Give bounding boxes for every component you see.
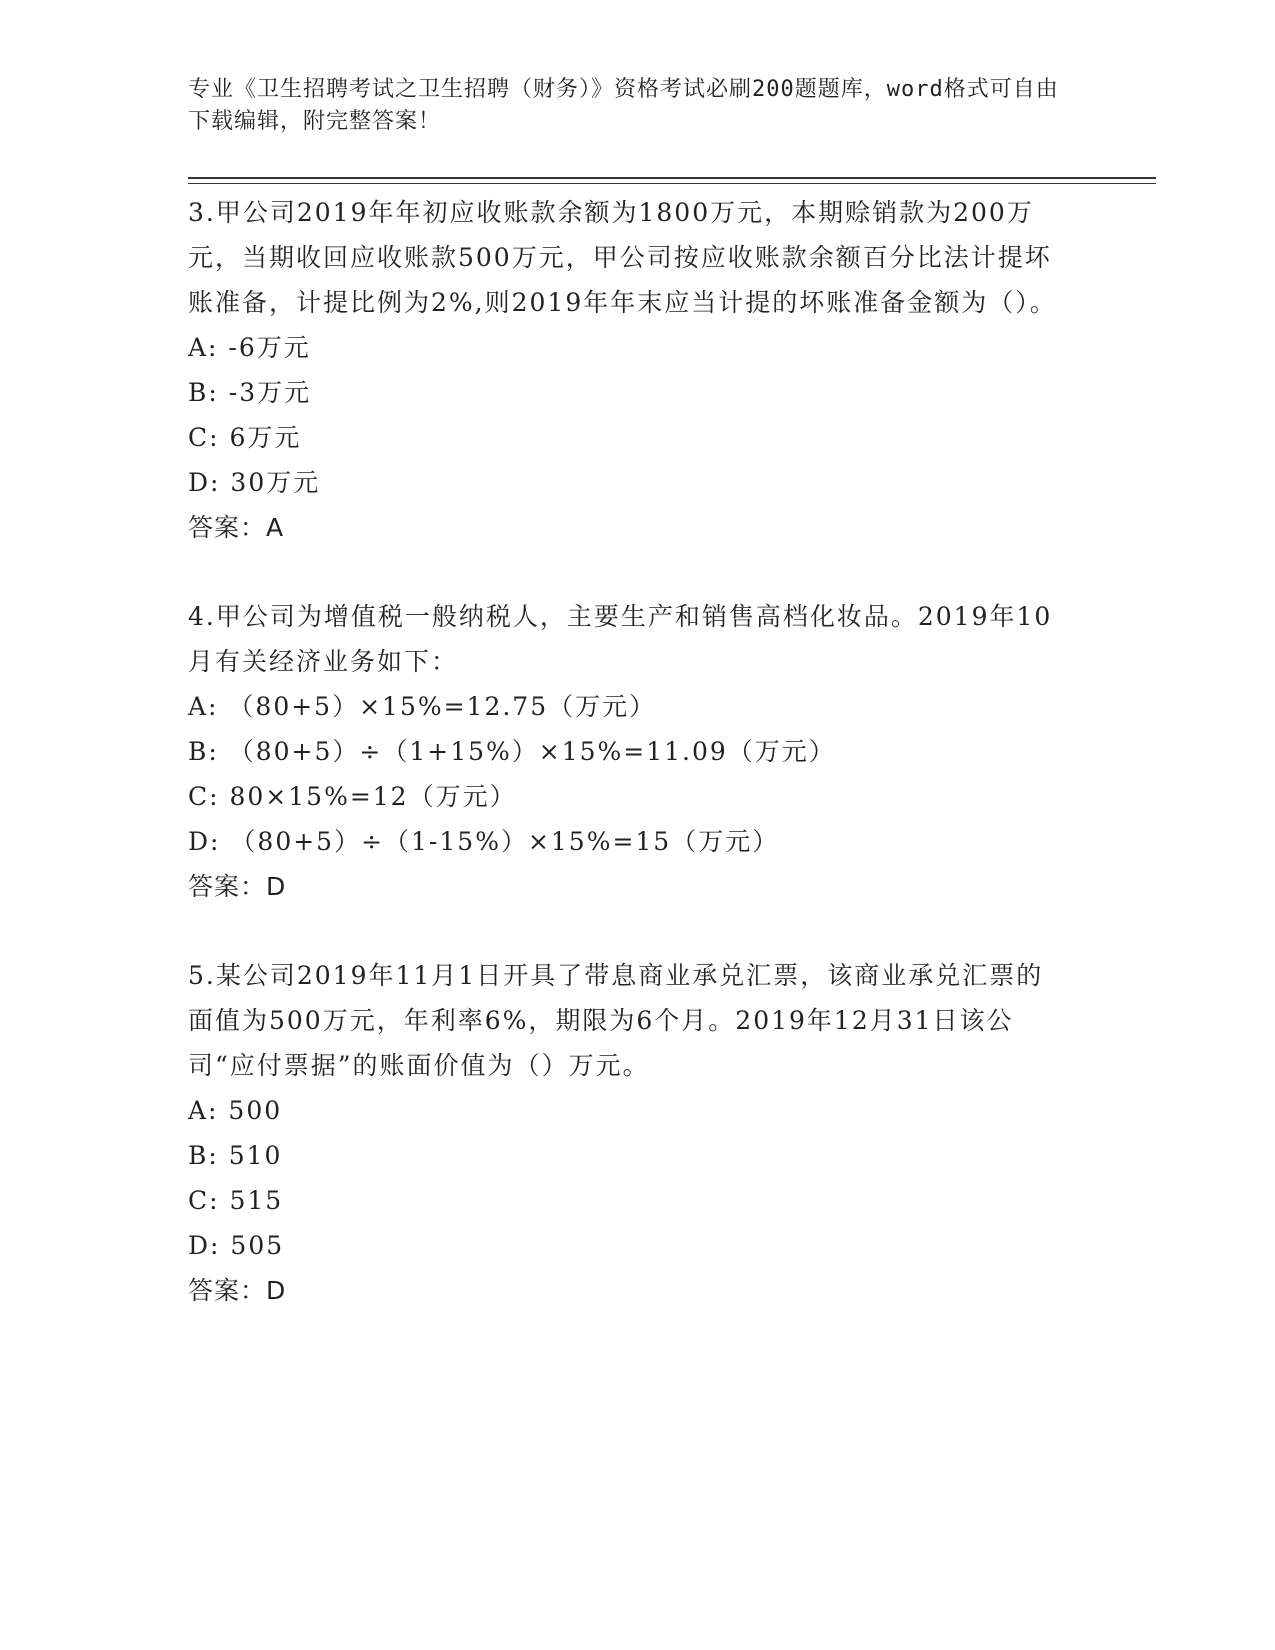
question-stem: 4.甲公司为增值税一般纳税人，主要生产和销售高档化妆品。2019年10月有关经济业务如下： <box>188 602 1053 676</box>
question-5 <box>188 953 1068 1313</box>
question-stem: 5.某公司2019年11月1日开具了带息商业承兑汇票，该商业承兑汇票的面值为500万元，年利率6%，期限为6个月。2019年12月31日该公司“应付票据”的账面价值为（）万元。 <box>188 961 1044 1080</box>
question-stem: 3.甲公司2019年年初应收账款余额为1800万元，本期赊销款为200万元，当期收回应收账款500万元，甲公司按应收账款余额百分比法计提坏账准备，计提比例为2%,则2019年年末应当计提的坏账准备金额为（）。 <box>188 198 1057 317</box>
document-header: 专业《卫生招聘考试之卫生招聘（财务）》资格考试必刷200题题库，word格式可自由下载编辑，附完整答案！ <box>188 77 1059 134</box>
option-b: B: -3万元 <box>188 378 312 407</box>
option-a: A: -6万元 <box>188 333 311 362</box>
option-d: D: 505 <box>188 1231 285 1260</box>
option-a: A: （80+5）×15%=12.75（万元） <box>188 692 657 721</box>
option-d: D: 30万元 <box>188 468 321 497</box>
option-c: C: 515 <box>188 1186 284 1215</box>
header-divider-thin <box>188 183 1156 184</box>
option-d: D: （80+5）÷（1-15%）×15%=15（万元） <box>188 827 780 856</box>
answer-label: 答案：D <box>188 1276 287 1305</box>
question-3 <box>188 190 1068 550</box>
option-b: B: （80+5）÷（1+15%）×15%=11.09（万元） <box>188 737 836 766</box>
answer-label: 答案：A <box>188 513 285 542</box>
option-b: B: 510 <box>188 1141 283 1170</box>
header-divider-thick <box>188 177 1156 179</box>
option-c: C: 80×15%=12（万元） <box>188 782 517 811</box>
option-a: A: 500 <box>188 1096 283 1125</box>
option-c: C: 6万元 <box>188 423 302 452</box>
answer-label: 答案：D <box>188 872 287 901</box>
question-list <box>188 190 1068 1357</box>
question-4 <box>188 594 1068 909</box>
